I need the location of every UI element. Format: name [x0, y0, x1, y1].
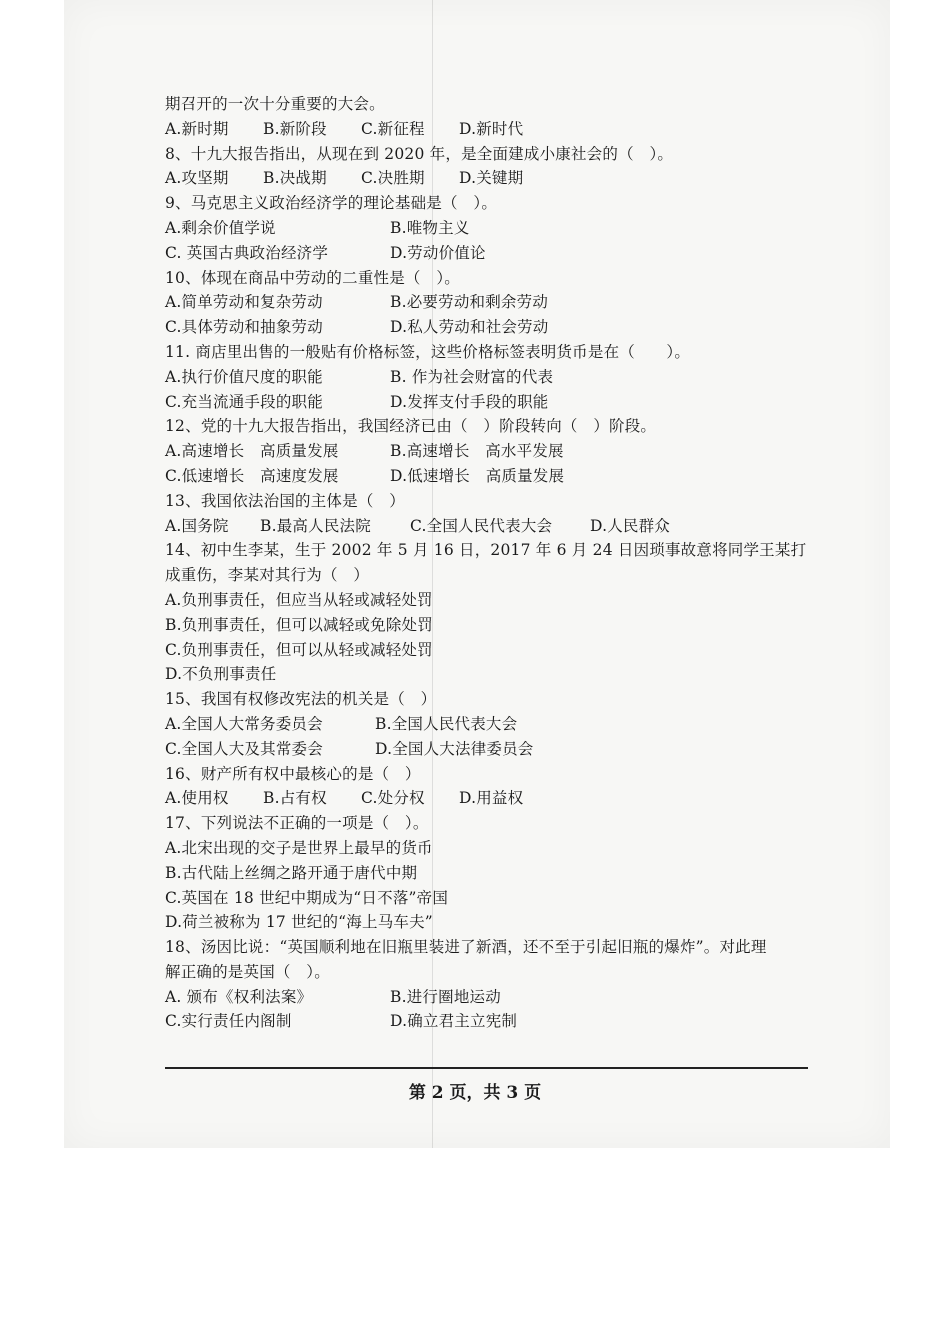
answer-option: A.使用权	[165, 789, 229, 808]
exam-questions	[165, 92, 815, 1034]
answer-option: A.新时期	[165, 119, 229, 138]
answer-options-row	[165, 216, 815, 241]
answer-option: A. 颁布《权利法案》	[165, 987, 313, 1006]
question-line: A.北宋出现的交子是世界上最早的货币	[165, 838, 433, 857]
answer-options-row	[165, 365, 815, 390]
question-line: B.古代陆上丝绸之路开通于唐代中期	[165, 863, 418, 882]
answer-option: D.关键期	[459, 169, 524, 188]
answer-options-row	[165, 439, 815, 464]
answer-option: B.唯物主义	[390, 218, 470, 237]
answer-option: B.决战期	[263, 169, 327, 188]
answer-option: C.低速增长 高速度发展	[165, 466, 339, 485]
answer-option: C.处分权	[361, 789, 425, 808]
question-line: D.荷兰被称为 17 世纪的“海上马车夫”	[165, 913, 433, 932]
question-line: 期召开的一次十分重要的大会。	[165, 95, 385, 113]
answer-option: A.执行价值尺度的职能	[165, 367, 323, 386]
answer-option: B.进行圈地运动	[390, 987, 501, 1006]
answer-option: B.必要劳动和剩余劳动	[390, 293, 549, 312]
answer-option: D.劳动价值论	[390, 243, 486, 262]
answer-options-row	[165, 117, 815, 142]
answer-option: A.攻坚期	[165, 169, 229, 188]
answer-options-row	[165, 315, 815, 340]
answer-option: D.发挥支付手段的职能	[390, 392, 549, 411]
question-line: C.负刑事责任，但可以从轻或减轻处罚	[165, 640, 433, 659]
answer-option: D.用益权	[459, 789, 524, 808]
question-line: 13、我国依法治国的主体是（ ）	[165, 491, 405, 510]
answer-option: C. 英国古典政治经济学	[165, 243, 329, 262]
answer-option: D.确立君主立宪制	[390, 1012, 518, 1031]
answer-option: C.实行责任内阁制	[165, 1012, 292, 1031]
answer-option: C.全国人大及其常委会	[165, 739, 323, 758]
question-line: B.负刑事责任，但可以减轻或免除处罚	[165, 615, 433, 634]
answer-option: B.最高人民法院	[260, 516, 371, 535]
answer-options-row	[165, 737, 815, 762]
answer-option: A.全国人大常务委员会	[165, 714, 323, 733]
answer-option: A.剩余价值学说	[165, 218, 276, 237]
question-line: 18、汤因比说：“英国顺利地在旧瓶里装进了新酒，还不至于引起旧瓶的爆炸”。对此理	[165, 938, 767, 957]
question-line: 15、我国有权修改宪法的机关是（ ）	[165, 690, 437, 709]
answer-option: C.新征程	[361, 119, 425, 138]
answer-option: D.新时代	[459, 119, 524, 138]
footer-rule	[165, 1067, 808, 1069]
answer-option: A.高速增长 高质量发展	[165, 442, 339, 461]
answer-options-row	[165, 464, 815, 489]
answer-options-row	[165, 514, 815, 539]
answer-options-row	[165, 712, 815, 737]
question-line: A.负刑事责任，但应当从轻或减轻处罚	[165, 590, 433, 609]
answer-option: C.全国人民代表大会	[410, 516, 553, 535]
question-line: 14、初中生李某，生于 2002 年 5 月 16 日，2017 年 6 月 24 日因琐事故意将同学王某打	[165, 541, 807, 560]
question-line: 11. 商店里出售的一般贴有价格标签，这些价格标签表明货币是在（ ）。	[165, 342, 691, 361]
answer-option: C.充当流通手段的职能	[165, 392, 323, 411]
answer-option: B.全国人民代表大会	[375, 714, 518, 733]
answer-options-row	[165, 290, 815, 315]
question-line: C.英国在 18 世纪中期成为“日不落”帝国	[165, 888, 449, 907]
answer-option: B.占有权	[263, 789, 327, 808]
answer-option: C.具体劳动和抽象劳动	[165, 318, 323, 337]
answer-option: D.人民群众	[590, 516, 671, 535]
question-line: 解正确的是英国（ ）。	[165, 962, 330, 981]
answer-option: B.新阶段	[263, 119, 327, 138]
answer-option: A.国务院	[165, 516, 229, 535]
answer-option: A.简单劳动和复杂劳动	[165, 293, 323, 312]
answer-option: D.低速增长 高质量发展	[390, 466, 565, 485]
answer-options-row	[165, 166, 815, 191]
question-line: 16、财产所有权中最核心的是（ ）	[165, 764, 421, 783]
question-line: D.不负刑事责任	[165, 665, 277, 684]
answer-options-row	[165, 241, 815, 266]
question-line: 12、党的十九大报告指出，我国经济已由（ ）阶段转向（ ）阶段。	[165, 417, 657, 436]
answer-options-row	[165, 985, 815, 1010]
answer-options-row	[165, 390, 815, 415]
answer-options-row	[165, 786, 815, 811]
question-line: 10、体现在商品中劳动的二重性是（ ）。	[165, 268, 460, 287]
answer-option: D.全国人大法律委员会	[375, 739, 534, 758]
question-line: 17、下列说法不正确的一项是（ ）。	[165, 814, 429, 833]
answer-options-row	[165, 1009, 815, 1034]
answer-option: C.决胜期	[361, 169, 425, 188]
question-line: 9、马克思主义政治经济学的理论基础是（ ）。	[165, 194, 498, 213]
answer-option: B. 作为社会财富的代表	[390, 367, 554, 386]
answer-option: D.私人劳动和社会劳动	[390, 318, 549, 337]
answer-option: B.高速增长 高水平发展	[390, 442, 564, 461]
question-line: 8、十九大报告指出，从现在到 2020 年，是全面建成小康社会的（ ）。	[165, 144, 674, 163]
page-number: 第 2 页，共 3 页	[408, 1083, 542, 1103]
question-line: 成重伤，李某对其行为（ ）	[165, 566, 370, 585]
